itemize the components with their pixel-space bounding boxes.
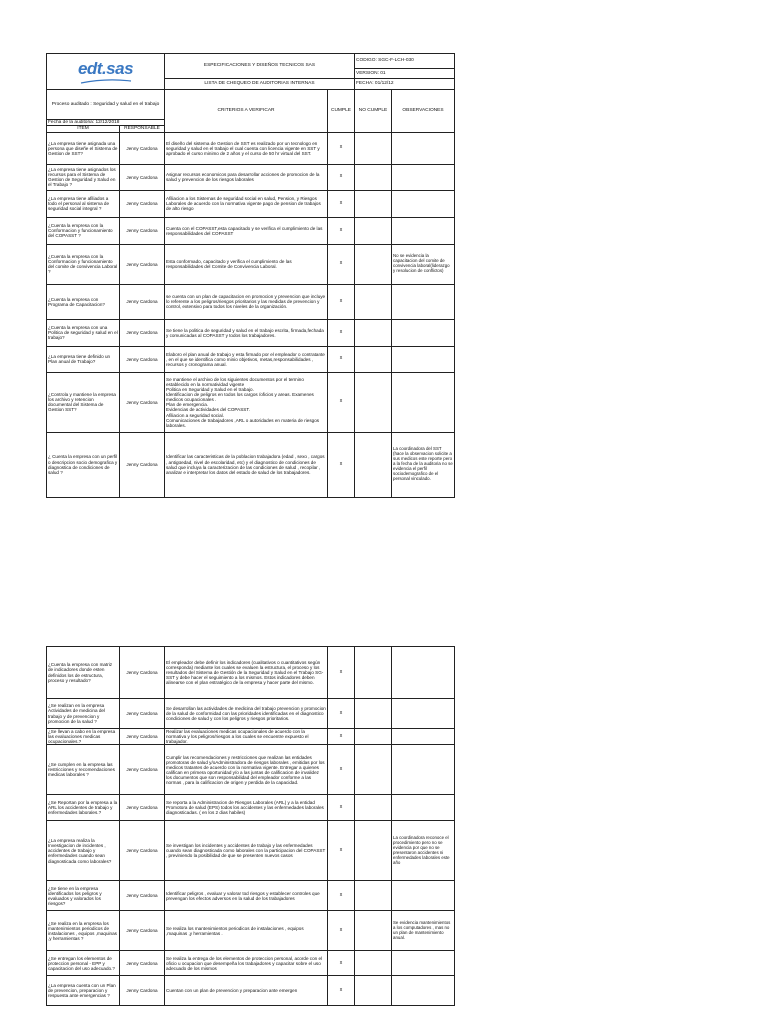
logo-swoosh-icon bbox=[80, 79, 132, 84]
cumple-mark: x bbox=[328, 911, 355, 951]
no-cumple-mark bbox=[355, 729, 392, 745]
no-cumple-mark bbox=[355, 244, 392, 284]
company-name: ESPECIFICACIONES Y DISEÑOS TECNICOS SAS bbox=[165, 54, 355, 79]
checklist-item: ¿Cuenta la empresa con matriz de indicadores donde esten definidos los de estructura, proceso y resultado? bbox=[47, 647, 120, 699]
checklist-item: ¿La empresa tiene asignada una persona que diseñe el Sistema de Gestion de SST? bbox=[47, 132, 120, 164]
responsible-cell: Jenny Cardona bbox=[120, 372, 165, 432]
responsible-cell: Jenny Cardona bbox=[120, 346, 165, 372]
no-cumple-mark bbox=[355, 132, 392, 164]
col-cumple-header: CUMPLE bbox=[328, 90, 355, 133]
cumple-mark: x bbox=[328, 745, 355, 795]
checklist-item: ¿Cuenta la empresa con la Conformacion y funcionamiento del COPASST ? bbox=[47, 217, 120, 244]
checklist-row bbox=[47, 647, 455, 699]
cumple-mark: x bbox=[328, 319, 355, 346]
col-no-cumple-header: NO CUMPLE bbox=[355, 90, 392, 133]
doc-code: CODIGO: SGC-F-LCH-030 bbox=[355, 54, 455, 69]
col-responsible-header: RESPONSABLE bbox=[120, 126, 165, 132]
checklist-row bbox=[47, 821, 455, 881]
doc-title: LISTA DE CHEQUEO DE AUDITORIAS INTERNAS bbox=[165, 79, 355, 90]
checklist-row bbox=[47, 372, 455, 432]
no-cumple-mark bbox=[355, 951, 392, 976]
no-cumple-mark bbox=[355, 976, 392, 1006]
cumple-mark: x bbox=[328, 284, 355, 319]
cumple-mark: x bbox=[328, 244, 355, 284]
checklist-row bbox=[47, 699, 455, 729]
no-cumple-mark bbox=[355, 319, 392, 346]
cumple-mark: x bbox=[328, 881, 355, 911]
cumple-mark: x bbox=[328, 346, 355, 372]
observation-cell bbox=[392, 976, 455, 1006]
cumple-mark: x bbox=[328, 729, 355, 745]
checklist-row bbox=[47, 745, 455, 795]
company-logo: edt.sas bbox=[77, 59, 134, 79]
no-cumple-mark bbox=[355, 745, 392, 795]
cumple-mark: x bbox=[328, 951, 355, 976]
checklist-page-2 bbox=[46, 646, 455, 1006]
no-cumple-mark bbox=[355, 190, 392, 217]
observation-cell bbox=[392, 217, 455, 244]
cumple-mark: x bbox=[328, 432, 355, 497]
checklist-row bbox=[47, 951, 455, 976]
checklist-row bbox=[47, 729, 455, 745]
checklist-row bbox=[47, 911, 455, 951]
no-cumple-mark bbox=[355, 795, 392, 821]
observation-cell bbox=[392, 346, 455, 372]
cumple-mark: x bbox=[328, 217, 355, 244]
observation-cell bbox=[392, 284, 455, 319]
checklist-row bbox=[47, 346, 455, 372]
checklist-item: ¿La empresa cuenta con un Plan de prevencion, preparacion y respuesta ante emergencias ? bbox=[47, 976, 120, 1006]
criteria-cell: Se tiene la politica de seguridad y salud en el trabajo escrita, firmada,fechada y comunicadas al COPASST y todos los trabajadores. bbox=[165, 319, 328, 346]
responsible-cell: Jenny Cardona bbox=[120, 821, 165, 881]
responsible-cell: Jenny Cardona bbox=[120, 699, 165, 729]
checklist-row bbox=[47, 432, 455, 497]
observation-cell bbox=[392, 164, 455, 190]
doc-version: VERSION: 01 bbox=[355, 69, 455, 79]
cumple-mark: x bbox=[328, 976, 355, 1006]
criteria-cell: Realizar las evaluaciones medicas ocupacionales de acuerdo con la normativa y los peligros/riesgos a los cuales se encuentre expuesto el trabajador. bbox=[165, 729, 328, 745]
responsible-cell: Jenny Cardona bbox=[120, 647, 165, 699]
no-cumple-mark bbox=[355, 647, 392, 699]
checklist-item: ¿Cuenta la empresa con la Conformacion y funcionamiento del comite de convivencia Laboral ? bbox=[47, 244, 120, 284]
no-cumple-mark bbox=[355, 699, 392, 729]
cumple-mark: x bbox=[328, 699, 355, 729]
col-criteria-header: CRITERIOS A VERIFICAR bbox=[165, 90, 328, 133]
checklist-item: ¿La empresa tiene definido un Plan anual de Trabajo? bbox=[47, 346, 120, 372]
cumple-mark: x bbox=[328, 372, 355, 432]
checklist-item: ¿Se tiene en la empresa identificados los peligros y evaluados y valorados los riesgos? bbox=[47, 881, 120, 911]
checklist-item: ¿Cuenta la empresa con Programa de Capacitacion? bbox=[47, 284, 120, 319]
checklist-item: ¿ Cuenta la empresa con un perfil o descripcion socio demografica y diagnostica de condiciones de salud ? bbox=[47, 432, 120, 497]
observation-cell bbox=[392, 190, 455, 217]
cumple-mark: x bbox=[328, 795, 355, 821]
no-cumple-mark bbox=[355, 372, 392, 432]
responsible-cell: Jenny Cardona bbox=[120, 976, 165, 1006]
cumple-mark: x bbox=[328, 647, 355, 699]
responsible-cell: Jenny Cardona bbox=[120, 951, 165, 976]
observation-cell bbox=[392, 795, 455, 821]
criteria-cell: Se realiza la entrega de los elementos de proteccion personal, acorde con el oficio u ocupacion que desempeña los trabajadores y capacitar sobre el uso adecuado de los mismos bbox=[165, 951, 328, 976]
criteria-cell: Se realiza los mantenimientos periodicos de instalaciones , equipos ,maquinas ,y herramientas . bbox=[165, 911, 328, 951]
cumple-mark: x bbox=[328, 190, 355, 217]
responsible-cell: Jenny Cardona bbox=[120, 217, 165, 244]
checklist-row bbox=[47, 881, 455, 911]
checklist-row bbox=[47, 284, 455, 319]
responsible-cell: Jenny Cardona bbox=[120, 729, 165, 745]
checklist-item: ¿La empresa tiene afiliados a todo el personal al sistema de seguridad social integral ? bbox=[47, 190, 120, 217]
observation-cell bbox=[392, 745, 455, 795]
checklist-row bbox=[47, 244, 455, 284]
no-cumple-mark bbox=[355, 821, 392, 881]
responsible-cell: Jenny Cardona bbox=[120, 164, 165, 190]
responsible-cell: Jenny Cardona bbox=[120, 911, 165, 951]
no-cumple-mark bbox=[355, 217, 392, 244]
checklist-item: ¿La empresa realiza la Investigacion de incidentes , accidentes de trabajo y enfermedades cuando sean diagnosticada como laborales? bbox=[47, 821, 120, 881]
checklist-item: ¿Controla y mantiene la empresa los archivo y retencion documental del Sistema de Gestion SST? bbox=[47, 372, 120, 432]
process-audited: Proceso auditado : Seguridad y salud en el trabajo bbox=[47, 90, 165, 120]
observation-cell bbox=[392, 647, 455, 699]
observation-cell: Se evidencia mantenimientos a los computadores , mas no un plan de mantenimiento anual. bbox=[392, 911, 455, 951]
criteria-cell: Se desarrollan las actividades de medicina del trabajo prevencion y promocion de la salud de conformidad con las prioridades identificadas en el diagnostico condiciones de salud y con los peligros y riesgos prioritarios. bbox=[165, 699, 328, 729]
criteria-cell: Identificar las caracteristicas de la poblacion trabajadora (edad , sexo , cargos , antigüedad, nivel de escolaridad, etc) y el diagnostico de condiciones de salud que incluya la caracterizacion de las condiciones de salud , recopilar , analizar e interpretar los datos del estado de salud de los trabajadores. bbox=[165, 432, 328, 497]
observation-cell bbox=[392, 372, 455, 432]
criteria-cell: Cumplir las recomendaciones y restricciones que realizan las entidades promotoras de salud y/oAdministradora de riesgos laborales , emitidas por los medicos tratantes de acuerdo con la normativa vigente. Entregar a quienes califican en primera oportunidad y/o a las juntas de calificacion de invalidez los documentos que son responsabilidad del empleador conforme a las normas , para la calificacion de origen y perdida de la capacidad. bbox=[165, 745, 328, 795]
criteria-cell: Elaboro el plan anual de trabajo y esta firmado por el empleador o contratante , en el que se identifica como minio objetivos, metas,responsabilidades , recursos y cronograma anual. bbox=[165, 346, 328, 372]
observation-cell bbox=[392, 132, 455, 164]
checklist-row bbox=[47, 319, 455, 346]
criteria-cell: Afiliacion a los Sistemas de seguridad social en salud, Pension, y Riesgos Laborales de acuerdo con la normativa vigente pago de pension de trabajos de alto riesgo bbox=[165, 190, 328, 217]
checklist-row bbox=[47, 976, 455, 1006]
checklist-item: ¿Se cumplen en la empresa las restricciones y recomendaciones medicas laborales ? bbox=[47, 745, 120, 795]
cumple-mark: x bbox=[328, 821, 355, 881]
observation-cell: No se evidencia la capacitacion del comite de convivencia laboral(liderazgo y resolucion de conflictos) bbox=[392, 244, 455, 284]
criteria-cell: Asignar recursos economicos para desarrollar acciones de promocion de la salud y prevencion de los riesgos laborales bbox=[165, 164, 328, 190]
observation-cell: La coordinadora del SST (hace la observacion solicite a sus medicos este reporte pero a la fecha de la auditoria no se evidencia el perfil sociodemografico de el personal vinculado. bbox=[392, 432, 455, 497]
responsible-cell: Jenny Cardona bbox=[120, 284, 165, 319]
criteria-cell: Cuenta con el COPASST,esta capacitado y se verifica el cumplimiento de las responsabilidades del COPASST bbox=[165, 217, 328, 244]
cumple-mark: x bbox=[328, 132, 355, 164]
col-item-header: ITEM bbox=[47, 126, 120, 132]
criteria-cell: Esta conformado, capacitado y verifica el cumplimiento de las responsabilidades del Comite de Convivencia Laboral. bbox=[165, 244, 328, 284]
observation-cell bbox=[392, 881, 455, 911]
criteria-cell: El empleador debe definir los indicadores (cualitativos o cuantitativos según corresponda) mediante los cuales se evaluen la estructura, el proceso y los resultados del Sistema de Gestión de la Seguridad y Salud en el Trabajo SG-SST y debe hacer el seguimiento a los mismos. Estos indicadores deben alinearse con el plan estratégico de la empresa y hacer parte del mismo. bbox=[165, 647, 328, 699]
responsible-cell: Jenny Cardona bbox=[120, 132, 165, 164]
responsible-cell: Jenny Cardona bbox=[120, 795, 165, 821]
observation-cell bbox=[392, 319, 455, 346]
observation-cell: La coordinadora reconoce el procedimiento pero no se evidencia por que no se presentaron accidentes ni enfermedades laborales este año bbox=[392, 821, 455, 881]
checklist-item: ¿Cuenta la empresa con una Politica de seguridad y salud en el trabajo? bbox=[47, 319, 120, 346]
checklist-row bbox=[47, 795, 455, 821]
no-cumple-mark bbox=[355, 432, 392, 497]
no-cumple-mark bbox=[355, 346, 392, 372]
criteria-cell: El diseño del sistema de Gestion de SST es realizado por un tecnologo en seguridad y salud en el trabajo el cual cuenta con licencia vigente en SST y aprobado el curso minimo de 2 años y el curso de 50 hr virtual del SST. bbox=[165, 132, 328, 164]
observation-cell bbox=[392, 729, 455, 745]
criteria-cell: se cuenta con un plan de capacitacion en promocion y prevencion que incluye lo referente a los peligros/riesgos prioritarios y las medidas de prevencion y control, extensivo para todos los niveles de la organización. bbox=[165, 284, 328, 319]
checklist-row bbox=[47, 132, 455, 164]
checklist-item: ¿La empresa tiene asignados los recursos para el Sistema de Gestion de Seguridad y Salud en el Trabajo ? bbox=[47, 164, 120, 190]
checklist-page-1 bbox=[46, 53, 455, 498]
checklist-item: ¿Se llevan a cabo en la empresa las evaluaciones medicas ocupacionales.? bbox=[47, 729, 120, 745]
no-cumple-mark bbox=[355, 284, 392, 319]
criteria-cell: Cuentan con un plan de prevencion y preparacion ante emergen bbox=[165, 976, 328, 1006]
checklist-item: ¿Se Reportan por la empresa a la ARL los accidentes de trabajo y enfermedades laborales.? bbox=[47, 795, 120, 821]
no-cumple-mark bbox=[355, 164, 392, 190]
responsible-cell: Jenny Cardona bbox=[120, 244, 165, 284]
criteria-cell: Se reporta a la Administracion de Riesgos Laborales (ARL) y a la entidad Promotora de salud (EPS) todos los accidentes y las enfermedades laborales diagnosticadas. ( en los 2 dias habiles) bbox=[165, 795, 328, 821]
criteria-cell: Identificar peligros , evaluar y valorar tod riesgos y establecer controles que prevengan los efectos adversos en la salud de los trabajadores bbox=[165, 881, 328, 911]
no-cumple-mark bbox=[355, 911, 392, 951]
criteria-cell: Se mantiene el archivo de los siguientes documentos por el termino establecido en la normatividad vigente Politica en Seguridad y Salud en el trabajo. Identificacion de peligros en todos los cargos /oficios y areas. Examenes medicos ocupacionales . Plan de emergencia. Evidencias de actividades del COPASST. Afiliacion a seguridad social. Comunicaciones de trabajadores ,ARL o autoridades en materia de riesgos laborales. bbox=[165, 372, 328, 432]
responsible-cell: Jenny Cardona bbox=[120, 881, 165, 911]
checklist-row bbox=[47, 164, 455, 190]
checklist-row bbox=[47, 217, 455, 244]
col-observaciones-header: OBSERVACIONES bbox=[392, 90, 455, 133]
doc-date: FECHA: 01/12/12 bbox=[355, 79, 455, 90]
responsible-cell: Jenny Cardona bbox=[120, 745, 165, 795]
responsible-cell: Jenny Cardona bbox=[120, 432, 165, 497]
logo-cell bbox=[47, 54, 165, 90]
cumple-mark: x bbox=[328, 164, 355, 190]
responsible-cell: Jenny Cardona bbox=[120, 319, 165, 346]
observation-cell bbox=[392, 699, 455, 729]
checklist-row bbox=[47, 190, 455, 217]
observation-cell bbox=[392, 951, 455, 976]
checklist-item: ¿Se entregan los elementos de proteccion personal - EPP y capacitacion del uso adecuado.? bbox=[47, 951, 120, 976]
checklist-item: ¿Se realiza en la empresa los mantenimientos periodicos de instalaciones , equipos ,maquinas ,y herramientas ? bbox=[47, 911, 120, 951]
checklist-item: ¿Se realizan en la empresa Actividades de medicina del trabajo y de prevencion y promocion de la salud ? bbox=[47, 699, 120, 729]
responsible-cell: Jenny Cardona bbox=[120, 190, 165, 217]
criteria-cell: Se investigan los incidentes y accidentes de trabajo y las enfermedades cuando sean diagnosticada como laborales con la participacion del COPASST , previniendo la posibilidad de que se presenten nuevos casos bbox=[165, 821, 328, 881]
audit-date: Fecha de la auditoria: 12/12/2018 bbox=[47, 120, 165, 126]
no-cumple-mark bbox=[355, 881, 392, 911]
